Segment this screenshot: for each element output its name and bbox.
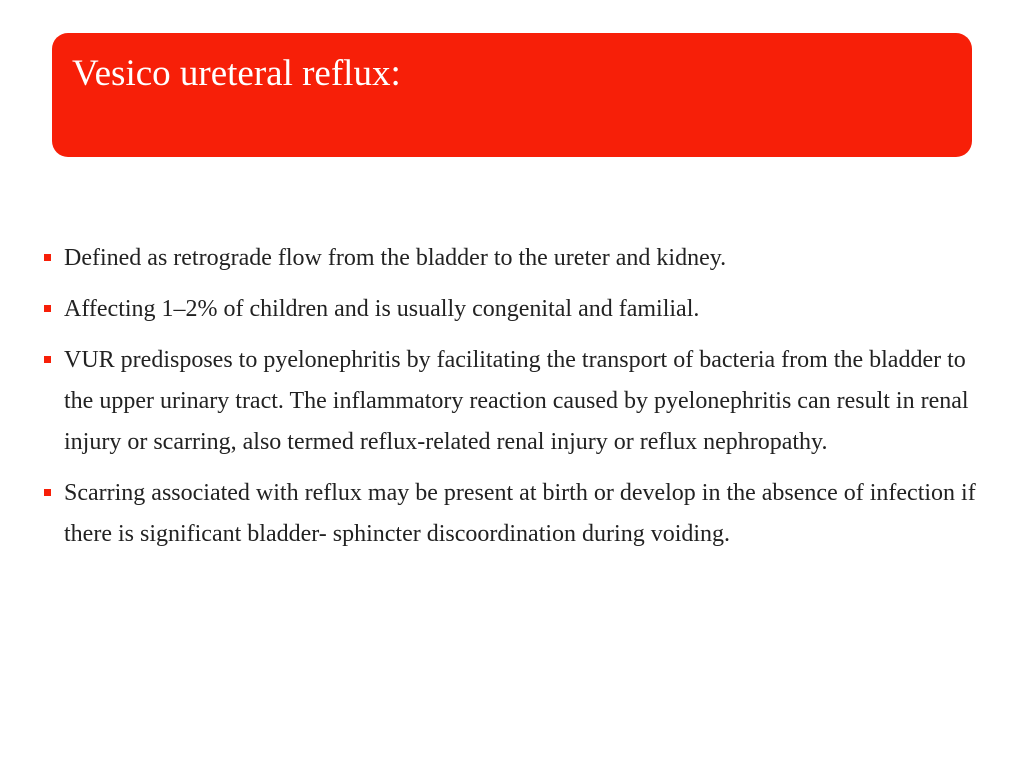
square-bullet-icon <box>44 489 51 496</box>
bullet-item <box>44 238 994 279</box>
bullet-text: Scarring associated with reflux may be present at birth or develop in the absence of infection if there is significant bladder- sphincter discoordination during voiding. <box>64 480 976 547</box>
square-bullet-icon <box>44 305 51 312</box>
bullet-item <box>44 473 994 555</box>
square-bullet-icon <box>44 254 51 261</box>
square-bullet-icon <box>44 356 51 363</box>
bullet-text: VUR predisposes to pyelonephritis by facilitating the transport of bacteria from the bladder to the upper urinary tract. The inflammatory reaction caused by pyelonephritis can result in renal injury or scarring, also termed reflux-related renal injury or reflux nephropathy. <box>64 347 969 455</box>
bullet-text: Defined as retrograde flow from the bladder to the ureter and kidney. <box>64 245 727 271</box>
bullet-list <box>44 238 994 565</box>
bullet-item <box>44 340 994 463</box>
slide-title: Vesico ureteral reflux: <box>72 53 401 94</box>
bullet-item <box>44 289 994 330</box>
title-banner <box>52 33 972 157</box>
bullet-text: Affecting 1–2% of children and is usually congenital and familial. <box>64 296 700 322</box>
